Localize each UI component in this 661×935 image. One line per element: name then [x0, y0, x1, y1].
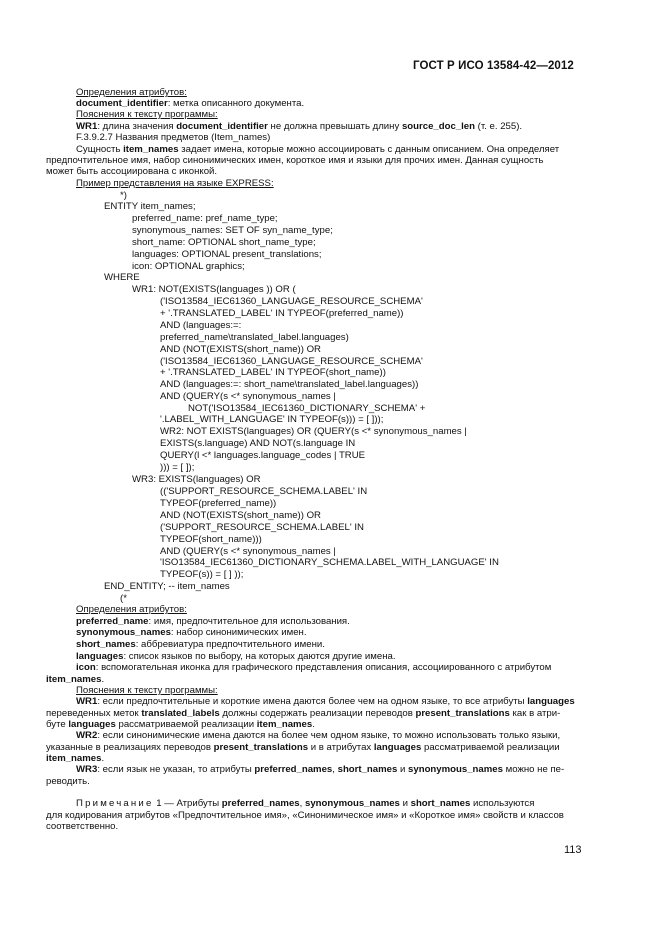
def-synonymous-names: [76, 627, 307, 638]
text: (т. е. 255).: [475, 121, 523, 132]
note-wr3: [76, 764, 564, 775]
code-line: preferred_name: pref_name_type;: [132, 213, 278, 224]
section-heading: F.3.9.2.7 Названия предметов (Item_names): [76, 132, 271, 143]
term: document_identifier: [76, 98, 168, 109]
code-line: *): [120, 190, 127, 201]
code-line: TYPEOF(s)) = [ ] ));: [160, 569, 244, 580]
remark-cont: соответственно.: [46, 821, 119, 832]
term: WR3: [76, 764, 98, 775]
term: languages: [527, 696, 575, 707]
code-line: '.LABEL_WITH_LANGUAGE' IN TYPEOF(s))) = [ ]));: [160, 414, 384, 425]
text: : аббревиатура предпочтительного имени.: [135, 639, 325, 650]
note-wr1-cont: [46, 719, 315, 730]
text: и в атрибутах: [308, 742, 374, 753]
code-line: EXISTS(s.language) AND NOT(s.language IN: [160, 438, 356, 449]
term: languages: [68, 719, 116, 730]
term: present_translations: [415, 708, 510, 719]
text: : длина значения: [97, 121, 177, 132]
code-line: NOT('ISO13584_IEC61360_DICTIONARY_SCHEMA' +: [188, 403, 426, 414]
code-line: (('SUPPORT_RESOURCE_SCHEMA.LABEL' IN: [160, 486, 368, 497]
def-icon: [76, 662, 551, 673]
term: preferred_name: [76, 616, 149, 627]
text: буте: [46, 719, 69, 730]
code-line: ('SUPPORT_RESOURCE_SCHEMA.LABEL' IN: [160, 522, 364, 533]
code-line: WR2: NOT EXISTS(languages) OR (QUERY(s <* synonymous_names |: [160, 426, 467, 437]
note-wr3-cont: реводить.: [46, 776, 90, 787]
paragraph-line: может быть ассоциирована с иконкой.: [46, 166, 218, 177]
term: languages: [373, 742, 422, 753]
code-line: languages: OPTIONAL present_translations;: [132, 249, 322, 260]
text: можно не пе-: [502, 764, 565, 775]
term: source_doc_len: [401, 121, 475, 132]
def-short-names: [76, 639, 325, 650]
text: : набор синонимических имен.: [170, 627, 307, 638]
code-line: synonymous_names: SET OF syn_name_type;: [132, 225, 333, 236]
code-line: ('ISO13584_IEC61360_LANGUAGE_RESOURCE_SCHEMA': [160, 296, 423, 307]
code-line: AND (NOT(EXISTS(short_name)) OR: [160, 510, 321, 521]
page-number: 113: [564, 844, 582, 856]
code-line: AND (languages:=: short_name\translated_label.languages)): [160, 379, 419, 390]
defs-title: Определения атрибутов:: [76, 604, 187, 615]
term: item_names: [46, 753, 102, 764]
code-line: AND (languages:=:: [160, 320, 242, 331]
term: present_translations: [213, 742, 309, 753]
text: : вспомогательная иконка для графического представления описания, ассоциированного с атрибутом: [95, 662, 552, 673]
text: Сущность: [76, 144, 124, 155]
term: icon: [76, 662, 96, 673]
text: используются: [470, 798, 535, 809]
defs-title: Определения атрибутов:: [76, 87, 187, 98]
text: .: [101, 753, 105, 764]
term: short_names: [337, 764, 398, 775]
code-line: TYPEOF(preferred_name)): [160, 498, 277, 509]
notes-title: Пояснения к тексту программы:: [76, 109, 218, 120]
code-line: ('ISO13584_IEC61360_LANGUAGE_RESOURCE_SCHEMA': [160, 356, 423, 367]
text: и: [399, 798, 411, 809]
code-line: AND (QUERY(s <* synonymous_names |: [160, 546, 336, 557]
text: : если язык не указан, то атрибуты: [97, 764, 255, 775]
code-line: short_name: OPTIONAL short_name_type;: [132, 237, 316, 248]
code-line: + '.TRANSLATED_LABEL' IN TYPEOF(preferred_name)): [160, 308, 404, 319]
text: : если предпочтительные и короткие имена даются более чем на одном языке, то все атрибуты: [97, 696, 528, 707]
term: synonymous_names: [304, 798, 400, 809]
term: WR1: [76, 121, 98, 132]
term: document_identifier: [176, 121, 268, 132]
def-document-identifier: [76, 98, 304, 109]
code-line: + '.TRANSLATED_LABEL' IN TYPEOF(short_name)): [160, 367, 386, 378]
code-line: AND (QUERY(s <* synonymous_names |: [160, 391, 336, 402]
term: short_names: [410, 798, 471, 809]
remark-cont: для кодирования атрибутов «Предпочтительное имя», «Синонимическое имя» и «Короткое имя» свойств и классов: [46, 810, 564, 821]
code-line: (*: [120, 593, 127, 604]
code-line: 'ISO13584_IEC61360_DICTIONARY_SCHEMA.LABEL_WITH_LANGUAGE' IN: [160, 557, 499, 568]
paragraph-line: [76, 144, 559, 155]
text: рассматриваемой реализации: [115, 719, 257, 730]
code-line: END_ENTITY; -- item_names: [104, 581, 230, 592]
text: : список языков по выбору, на которых даются другие имена.: [123, 651, 396, 662]
text: задает имена, которые можно ассоциировать с данным описанием. Она определяет: [178, 144, 560, 155]
def-icon-cont: [46, 674, 104, 685]
code-line: WHERE: [104, 272, 140, 283]
text: : имя, предпочтительное для использования.: [148, 616, 350, 627]
term: item_names: [256, 719, 313, 730]
remark-label: Примечание: [76, 798, 154, 809]
text: должны содержать реализации переводов: [219, 708, 416, 719]
express-title: Пример представления на языке EXPRESS:: [76, 178, 274, 189]
term: synonymous_names: [76, 627, 171, 638]
text: и: [397, 764, 409, 775]
code-line: ENTITY item_names;: [104, 201, 196, 212]
term: languages: [76, 651, 124, 662]
notes-title: Пояснения к тексту программы:: [76, 685, 218, 696]
term: item_names: [123, 144, 179, 155]
code-line: TYPEOF(short_name))): [160, 534, 262, 545]
term: preferred_names: [254, 764, 333, 775]
def-languages: [76, 651, 396, 662]
text: не должна превышать длину: [267, 121, 402, 132]
code-line: ))) = [ ]);: [160, 462, 195, 473]
code-line: QUERY(l <* languages.language_codes | TRUE: [160, 450, 366, 461]
paragraph-line: предпочтительное имя, набор синонимических имен, короткое имя и языки для прочих имен. Данная сущность: [46, 155, 544, 166]
note-wr1-cont: [46, 708, 560, 719]
text: указанные в реализациях переводов: [46, 742, 214, 753]
text: : метка описанного документа.: [167, 98, 305, 109]
text: : если синонимические имена даются на более чем одном языке, то можно использовать только языки,: [97, 730, 561, 741]
code-line: preferred_name\translated_label.languages): [160, 332, 349, 343]
code-line: AND (NOT(EXISTS(short_name)) OR: [160, 344, 321, 355]
code-line: WR1: NOT(EXISTS(languages )) OR (: [132, 284, 296, 295]
term: item_names: [46, 674, 102, 685]
term: translated_labels: [141, 708, 220, 719]
note-wr2: [76, 730, 560, 741]
term: short_names: [76, 639, 136, 650]
text: рассматриваемой реализации: [421, 742, 560, 753]
text: как в атри-: [509, 708, 561, 719]
term: preferred_names: [221, 798, 300, 809]
document-header: ГОСТ Р ИСО 13584-42—2012: [413, 60, 574, 72]
text: 1 — Атрибуты: [153, 798, 222, 809]
note-wr1: [76, 121, 522, 132]
text: .: [312, 719, 315, 730]
note-wr2-cont: [46, 753, 104, 764]
code-line: WR3: EXISTS(languages) OR: [132, 474, 261, 485]
text: переведенных меток: [46, 708, 142, 719]
remark: [76, 798, 534, 809]
term: synonymous_names: [408, 764, 503, 775]
def-preferred-name: [76, 616, 350, 627]
term: WR1: [76, 696, 98, 707]
note-wr1: [76, 696, 575, 707]
text: ,: [299, 798, 305, 809]
code-line: icon: OPTIONAL graphics;: [132, 261, 245, 272]
text: ,: [332, 764, 338, 775]
term: WR2: [76, 730, 98, 741]
note-wr2-cont: [46, 742, 560, 753]
text: .: [101, 674, 105, 685]
